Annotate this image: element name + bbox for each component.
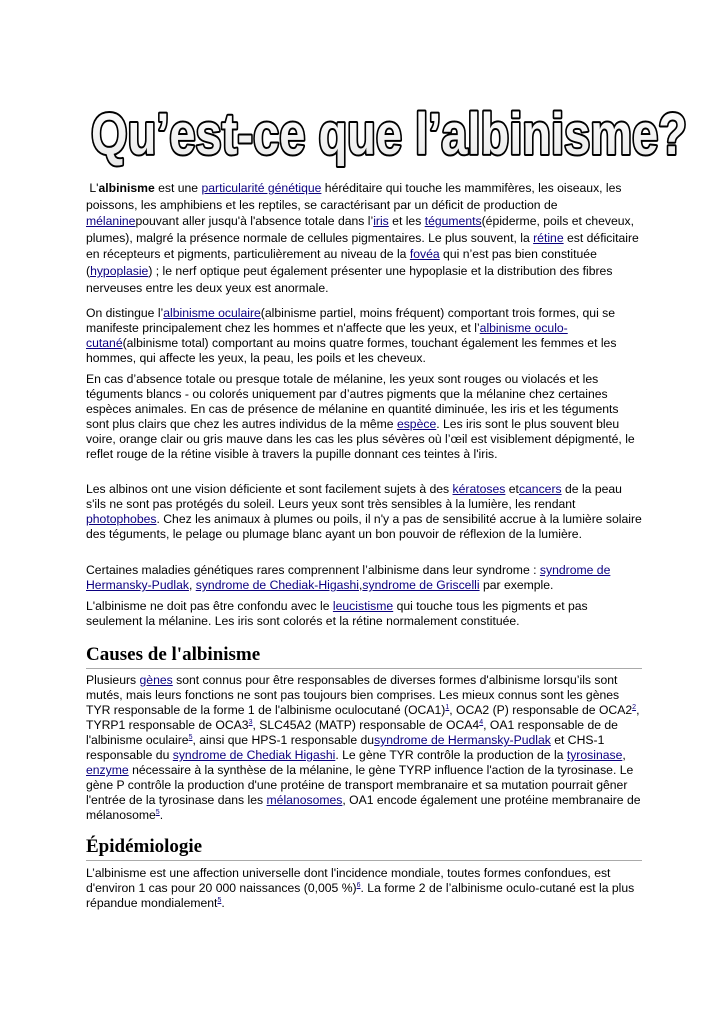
forms-paragraph: On distingue l’albinisme oculaire(albinisme partiel, moins fréquent) comportant trois formes, qui se manifeste principalement chez les hommes et n'affecte que les yeux, et l’albinisme oculo-cutané(albinisme total) comportant au moins quatre formes, touchant également les femmes et les hommes, qui affecte les yeux, la peau, les poils et les cheveux. [86, 306, 617, 365]
vision-paragraph: Les albinos ont une vision déficiente et sont facilement sujets à des kératoses etcancers de la peau s'ils ne sont pas protégés du soleil. Leurs yeux sont très sensibles à la lumière, les rendant photophobes. Chez les animaux à plumes ou poils, il n'y a pas de sensibilité accrue à la lumière solaire des téguments, le pelage ou plumage blanc ayant un bon pouvoir de réflexion de la lumière. [86, 482, 642, 541]
link-syndrome-hermansky-pudlak[interactable]: syndrome de Hermansky-Pudlak [86, 563, 611, 592]
link-iris[interactable]: iris [373, 214, 389, 229]
footnote-ref[interactable]: 3 [248, 718, 253, 726]
causes-paragraph: Plusieurs gènes sont connus pour être responsables de diverses formes d'albinisme lorsqu’ils sont mutés, mais leurs fonctions ne sont pas toujours bien comprises. Les mieux connus sont les gènes TYR responsable de la forme 1 de l'albinisme oculocutané $(OCA1)^1$, OCA2 (P) responsable de $OCA2^2$, TYRP1 responsable de $OCA3^3$, SLC45A2 (MATP) responsable de $OCA4^4$, OA1 responsable de de l'albinisme oculaire$^5$, ainsi que HPS-1 responsable dusyndrome de Hermansky-Pudlak et CHS-1 responsable du syndrome de Chediak Higashi. Le gène TYR contrôle la production de la tyrosinase, enzyme nécessaire à la synthèse de la mélanine, le gène TYRP influence l'action de la tyrosinase. Le gène P contrôle la production d'une protéine de transport membranaire et sa mutation pourrait gêner l'entrée de la tyrosinase dans les mélanosomes, OA1 encode également une protéine membranaire de mélanosome$^5$. [86, 673, 641, 822]
footnote-ref[interactable]: 5 [188, 733, 193, 741]
epidemiologie-paragraph: L’albinisme est une affection universelle dont l'incidence mondiale, toutes formes confondues, est d'environ 1 cas pour 20 000 naissances (0,005 %)$^6$. La forme 2 de l’albinisme oculo-cutané est la plus répandue mondialement$^5$. [86, 866, 635, 910]
footnote-ref[interactable]: 5 [155, 808, 160, 816]
link-genes[interactable]: gènes [139, 673, 173, 687]
link-syndrome-griscelli[interactable]: syndrome de Griscelli [362, 578, 480, 592]
link-syndrome-chediak-higashi-2[interactable]: syndrome de Chediak Higashi [172, 748, 336, 762]
heading-causes: Causes de l'albinisme [86, 643, 642, 669]
link-keratoses[interactable]: kératoses [452, 482, 506, 496]
link-leucistisme[interactable]: leucistisme [332, 599, 394, 613]
link-syndrome-chediak-higashi[interactable]: syndrome de Chediak-Higashi [195, 578, 359, 592]
footnote-ref[interactable]: 2 [632, 703, 637, 711]
link-albinisme-oculaire[interactable]: albinisme oculaire [163, 306, 261, 320]
footnote-ref[interactable]: 1 [445, 703, 450, 711]
footnote-ref[interactable]: 6 [356, 881, 361, 889]
link-melanine[interactable]: mélanine [86, 214, 136, 229]
link-cancers[interactable]: cancers [518, 482, 562, 496]
link-retine[interactable]: rétine [533, 230, 564, 245]
heading-epidemiologie: Épidémiologie [86, 835, 642, 861]
link-syndrome-hermansky-pudlak-2[interactable]: syndrome de Hermansky-Pudlak [374, 733, 551, 747]
footnote-ref[interactable]: 5 [217, 896, 222, 904]
footnote-ref[interactable]: 4 [479, 718, 484, 726]
link-enzyme[interactable]: enzyme [86, 763, 129, 777]
link-espece[interactable]: espèce [396, 417, 437, 431]
term-albinisme: albinisme [98, 181, 155, 195]
intro-paragraph: L'albinisme est une particularité génétique héréditaire qui touche les mammifères, les oiseaux, les poissons, les amphibiens et les reptiles, se caractérisant par un déficit de production de mélaninepouvant aller jusqu'à l'absence totale dans l’iris et les téguments(épiderme, poils et cheveux, plumes), malgré la présence normale de cellules pigmentaires. Le plus souvent, la rétine est déficitaire en récepteurs et pigments, particulièrement au niveau de la fovéa qui n’est pas bien constituée (hypoplasie) ; le nerf optique peut également présenter une hypoplasie et la distribution des fibres nerveuses entre les deux yeux est anormale. [86, 181, 639, 295]
link-melanosomes[interactable]: mélanosomes [266, 793, 343, 807]
link-albinisme-oculo-cutane[interactable]: albinisme oculo-cutané [86, 321, 568, 350]
syndromes-paragraph: Certaines maladies génétiques rares comprennent l’albinisme dans leur syndrome : syndrome de Hermansky-Pudlak, syndrome de Chediak-Higashi,syndrome de Griscelli par exemple. [86, 563, 611, 592]
link-tyrosinase[interactable]: tyrosinase [566, 748, 623, 762]
link-photophobes[interactable]: photophobes [86, 512, 157, 526]
leucistisme-paragraph: L'albinisme ne doit pas être confondu avec le leucistisme qui touche tous les pigments et pas seulement la mélanine. Les iris sont colorés et la rétine normalement constituée. [86, 599, 588, 628]
link-hypoplasie[interactable]: hypoplasie [90, 263, 149, 278]
page-title-wordart [86, 92, 692, 176]
title-text: Qu’est-ce que l’albinisme? [91, 102, 687, 167]
link-fovea[interactable]: fovéa [409, 247, 440, 262]
link-teguments[interactable]: téguments [424, 214, 482, 229]
link-particularite-genetique[interactable]: particularité génétique [201, 181, 322, 195]
coloration-paragraph: En cas d’absence totale ou presque totale de mélanine, les yeux sont rouges ou violacés et les téguments blancs - ou colorés uniquement par d’autres pigments que la mélanine chez certaines espèces animales. En cas de présence de mélanine en quantité diminuée, les iris et les téguments sont plus clairs que chez les autres individus de la même espèce. Les iris sont le plus souvent bleu voire, orange clair ou gris mauve dans les cas les plus sévères où l’œil est visiblement dépigmenté, le reflet rouge de la rétine visible à travers la pupille donnant ces teintes à l'iris. [86, 372, 635, 461]
